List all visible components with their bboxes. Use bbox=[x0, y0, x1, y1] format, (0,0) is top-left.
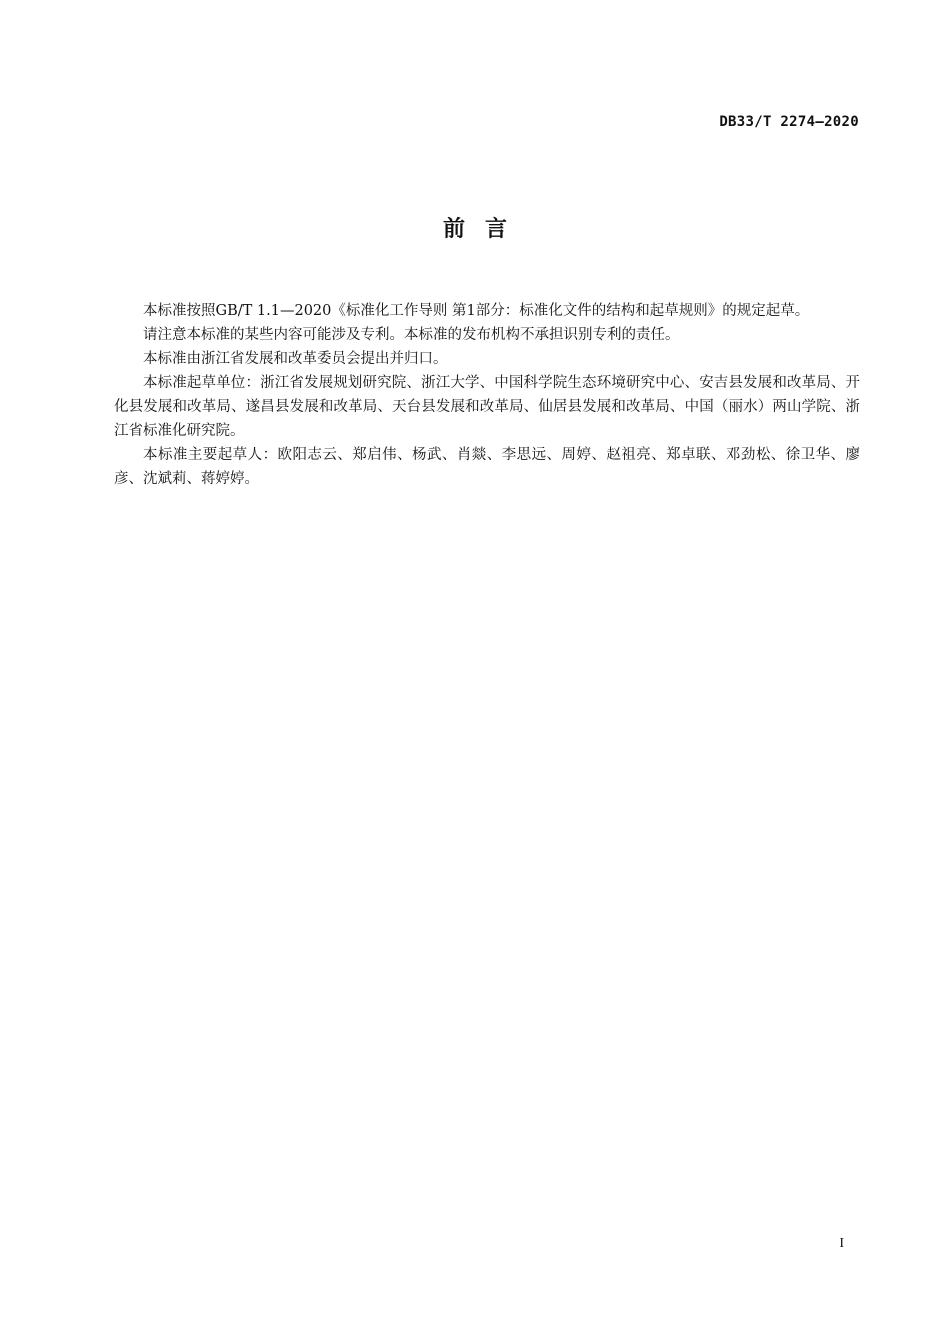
page-number: I bbox=[839, 1236, 844, 1251]
paragraph-drafters: 本标准主要起草人：欧阳志云、郑启伟、杨武、肖燚、李思远、周婷、赵祖亮、郑卓联、邓劲松、徐卫华、廖彦、沈斌莉、蒋婷婷。 bbox=[114, 447, 860, 487]
paragraph-proposer: 本标准由浙江省发展和改革委员会提出并归口。 bbox=[143, 351, 448, 367]
foreword-body bbox=[114, 299, 860, 491]
page-title: 前言 bbox=[442, 217, 527, 242]
paragraph-drafting-units: 本标准起草单位：浙江省发展规划研究院、浙江大学、中国科学院生态环境研究中心、安吉县发展和改革局、开化县发展和改革局、遂昌县发展和改革局、天台县发展和改革局、仙居县发展和改革局、中国（丽水）两山学院、浙江省标准化研究院。 bbox=[114, 375, 860, 439]
document-code: DB33/T 2274—2020 bbox=[719, 114, 859, 130]
paragraph-standard-basis: 本标准按照GB/T 1.1—2020《标准化工作导则 第1部分：标准化文件的结构和起草规则》的规定起草。 bbox=[143, 303, 810, 319]
paragraph-patent-notice: 请注意本标准的某些内容可能涉及专利。本标准的发布机构不承担识别专利的责任。 bbox=[143, 327, 680, 343]
